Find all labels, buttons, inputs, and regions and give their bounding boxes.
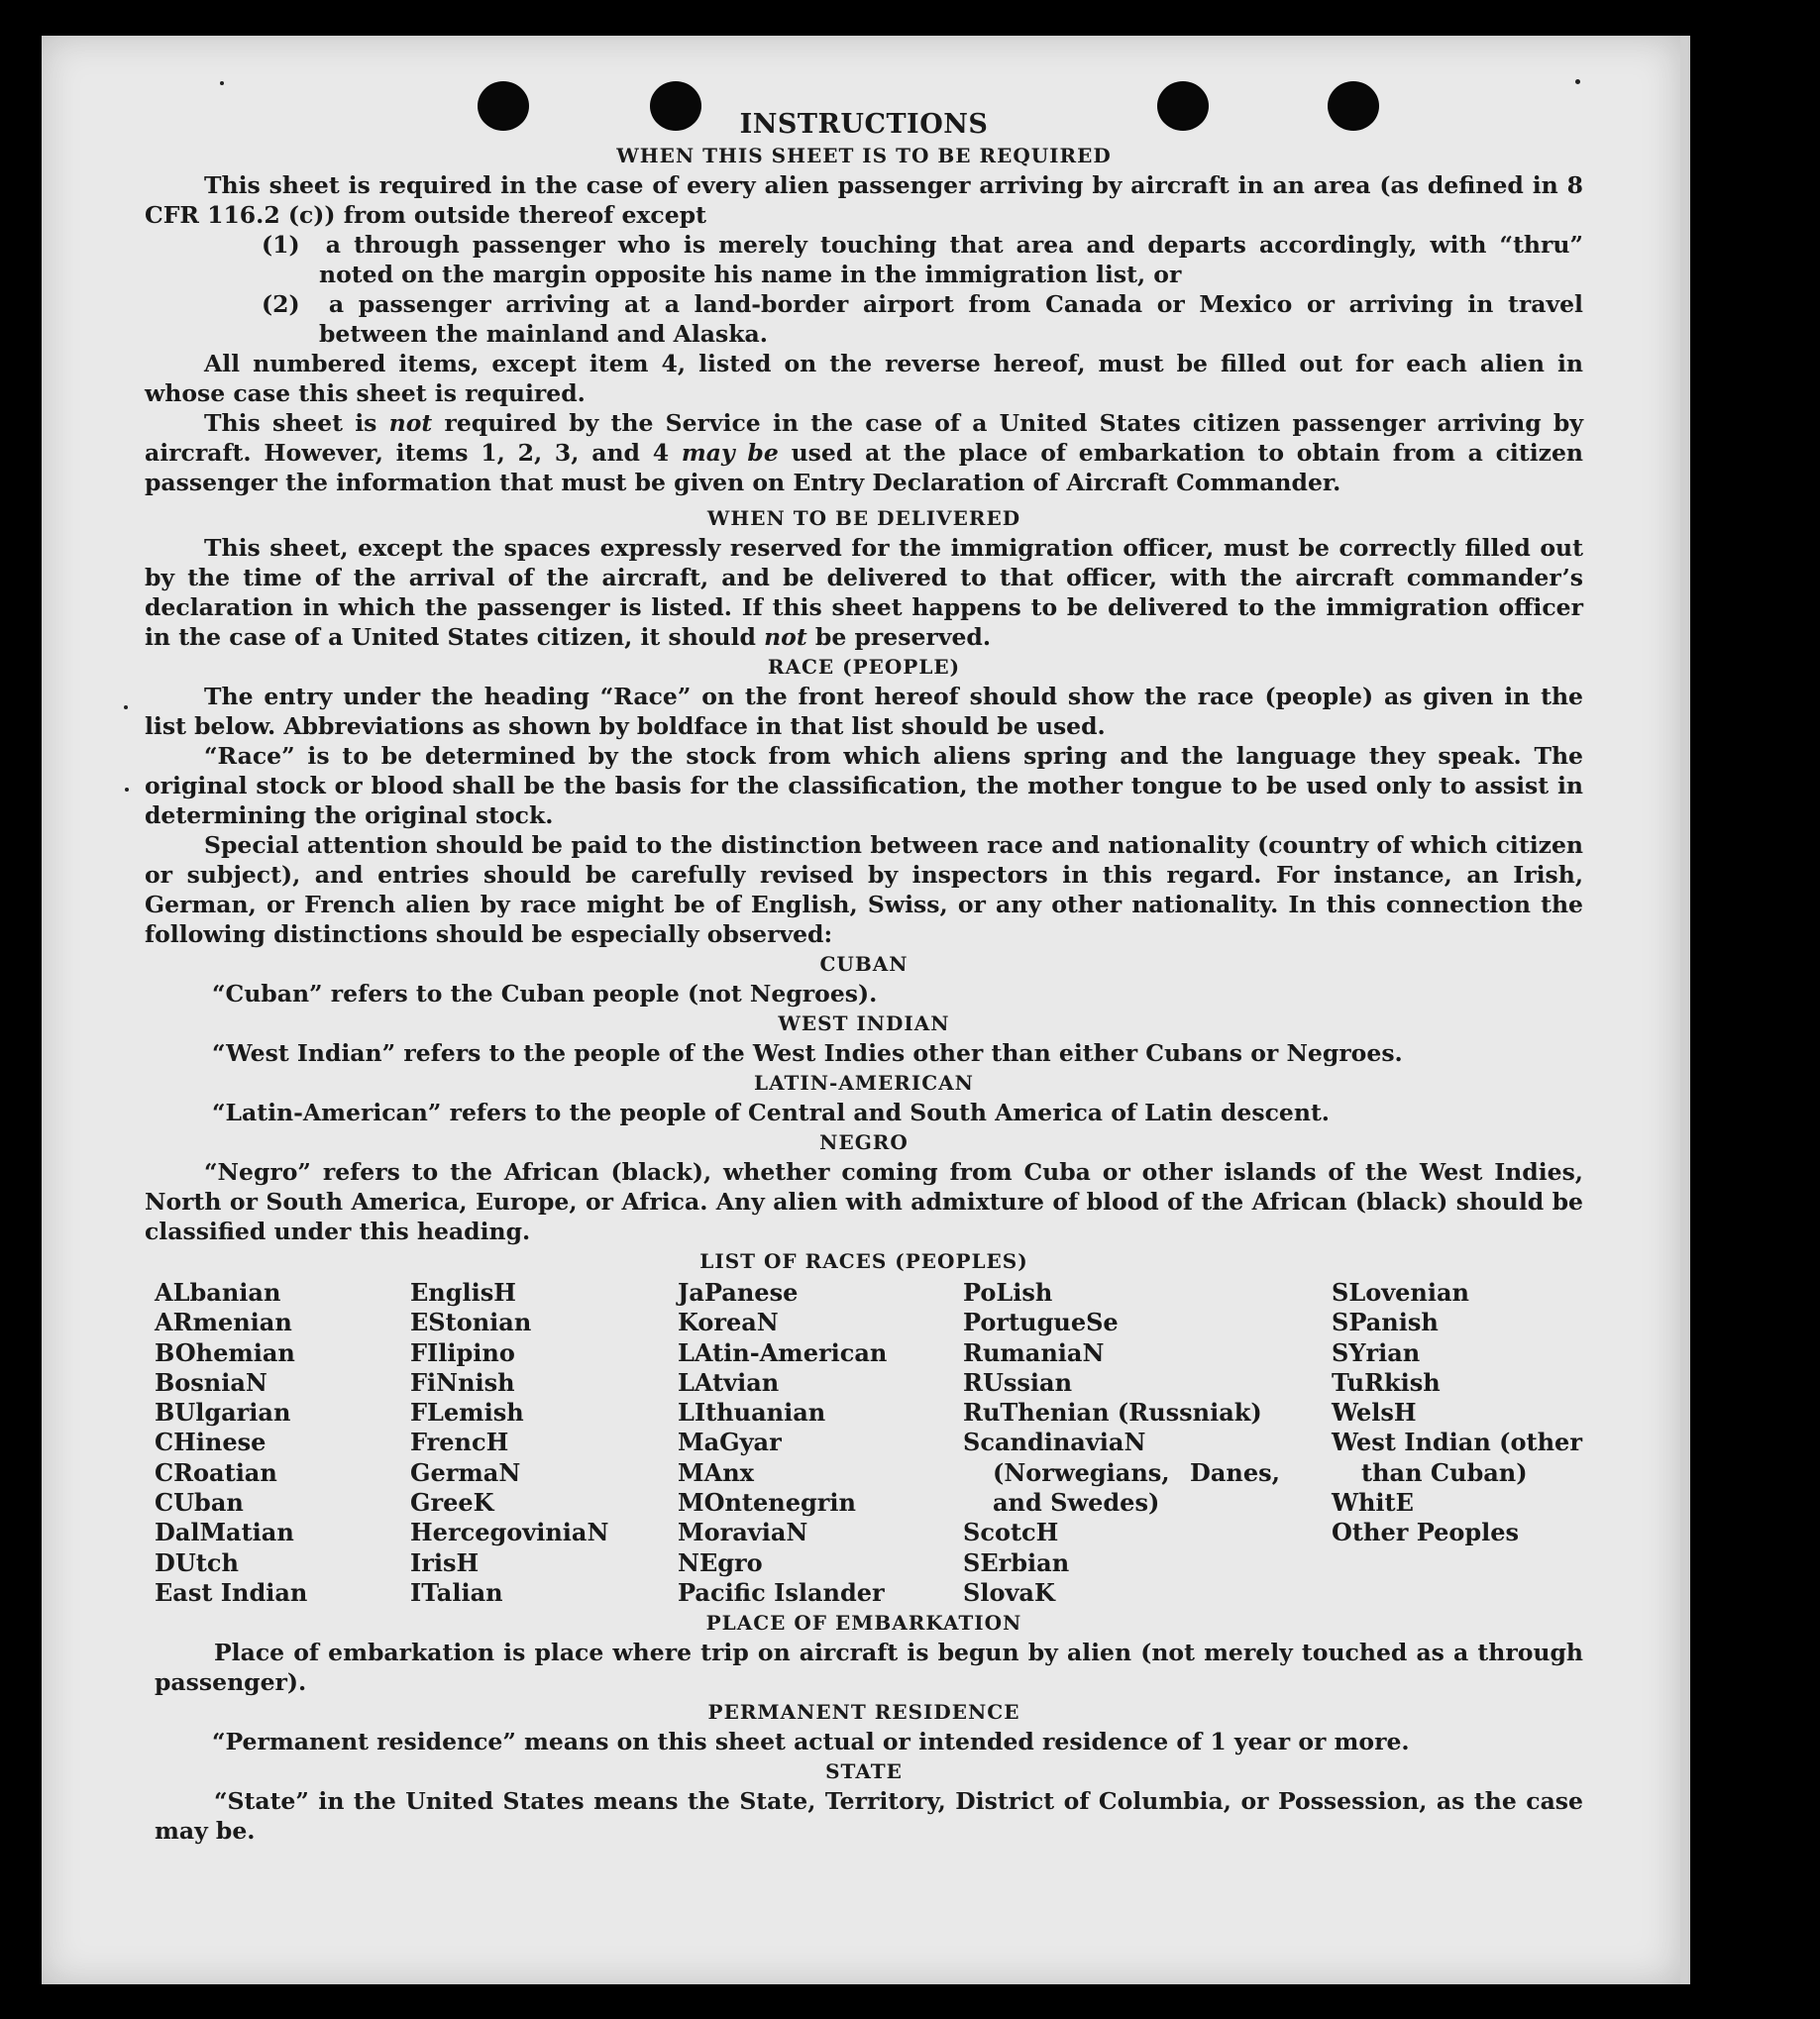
section-heading-delivered: WHEN TO BE DELIVERED bbox=[706, 506, 1021, 530]
race-entry: SPanish bbox=[1332, 1308, 1439, 1337]
race-entry: BosniaN bbox=[155, 1367, 268, 1397]
race-entry: GreeK bbox=[410, 1488, 494, 1518]
race-entry: MAnx bbox=[678, 1457, 754, 1487]
race-entry: FLemish bbox=[410, 1398, 524, 1428]
race-entry: PoLish bbox=[963, 1278, 1053, 1307]
race-paragraph-3: Special attention should be paid to the distinction between race and nationality (country of which citizen or subject), and entries should be carefully revised by inspectors in this regard. For instance, an Irish, German, or French alien by race might be of English, Swiss, or any other nationality. In this connection the following distinctions should be especially observed: bbox=[145, 831, 1583, 948]
race-entry: TuRkish bbox=[1332, 1367, 1441, 1397]
required-intro: This sheet is required in the case of every alien passenger arriving by aircraft in an area (as defined in 8 CFR 116.2 (c)) from outside thereof except bbox=[145, 171, 1583, 229]
instructions-body bbox=[145, 109, 1583, 1846]
race-entry: EStonian bbox=[410, 1308, 532, 1337]
exception-item-2: (2) a passenger arriving at a land-border airport from Canada or Mexico or arriving in travel between the mainland and Alaska. bbox=[262, 290, 1583, 348]
race-entry: FIlipino bbox=[410, 1337, 515, 1367]
race-entry: RuThenian (Russniak) bbox=[963, 1398, 1262, 1428]
race-entry: GermaN bbox=[410, 1457, 521, 1487]
definition-cuban: “Cuban” refers to the Cuban people (not Negroes). bbox=[212, 980, 878, 1008]
race-entry: BOhemian bbox=[155, 1337, 295, 1367]
citizen-paragraph: This sheet is not required by the Service in the case of a United States citizen passenger arriving by aircraft. However, items 1, 2, 3, and 4 may be used at the place of embarkation to obtain from a citizen passenger the information that must be given on Entry Declaration of Aircraft Commander. bbox=[145, 409, 1584, 496]
race-entry: RumaniaN bbox=[963, 1337, 1105, 1367]
heading-cuban: CUBAN bbox=[819, 952, 909, 976]
race-entry: DalMatian bbox=[155, 1518, 294, 1547]
race-entry: ARmenian bbox=[155, 1308, 292, 1337]
race-entry: Pacific Islander bbox=[678, 1577, 885, 1607]
race-entry: NEgro bbox=[678, 1547, 763, 1577]
race-entry: MOntenegrin bbox=[678, 1488, 856, 1518]
races-column bbox=[155, 1278, 410, 1608]
races-column bbox=[963, 1278, 1332, 1608]
race-entry: ITalian bbox=[410, 1577, 503, 1607]
races-list bbox=[155, 1278, 1583, 1608]
race-entry: CHinese bbox=[155, 1428, 267, 1457]
page-title: INSTRUCTIONS bbox=[739, 109, 989, 140]
delivery-paragraph: This sheet, except the spaces expressly reserved for the immigration officer, must be correctly filled out by the time of the arrival of the aircraft, and be delivered to that officer, with the aircraft commander’s declaration in which the passenger is listed. If this sheet happens to be delivered to the immigration officer in the case of a United States citizen, it should not be preserved. bbox=[145, 534, 1583, 651]
race-entry: KoreaN bbox=[678, 1308, 779, 1337]
race-entry: WelsH bbox=[1332, 1398, 1417, 1428]
race-entry: West Indian (other than Cuban) bbox=[1332, 1428, 1582, 1487]
race-entry: Other Peoples bbox=[1332, 1518, 1520, 1547]
race-entry: DUtch bbox=[155, 1547, 239, 1577]
section-heading-required: WHEN THIS SHEET IS TO BE REQUIRED bbox=[616, 144, 1112, 167]
definition-west-indian: “West Indian” refers to the people of the West Indies other than either Cubans or Negroes. bbox=[212, 1039, 1403, 1067]
heading-place-of-embarkation: PLACE OF EMBARKATION bbox=[705, 1611, 1022, 1636]
definition-state: “State” in the United States means the State, Territory, District of Columbia, or Possession, as the case may be. bbox=[155, 1787, 1583, 1846]
race-entry: EnglisH bbox=[410, 1278, 516, 1307]
race-entry: CRoatian bbox=[155, 1457, 277, 1487]
race-paragraph-2: “Race” is to be determined by the stock from which aliens spring and the language they speak. The original stock or blood shall be the basis for the classification, the mother tongue to be used only to assist in determining the original stock. bbox=[145, 742, 1583, 829]
race-entry: SErbian bbox=[963, 1547, 1070, 1577]
race-entry: IrisH bbox=[410, 1547, 480, 1577]
race-entry: SlovaK bbox=[963, 1577, 1055, 1607]
race-entry: ALbanian bbox=[155, 1278, 281, 1307]
race-entry: MoraviaN bbox=[678, 1518, 808, 1547]
race-entry: LIthuanian bbox=[678, 1398, 826, 1428]
race-entry: FrencH bbox=[410, 1428, 509, 1457]
race-entry: East Indian bbox=[155, 1577, 308, 1607]
speck bbox=[220, 81, 224, 85]
races-column bbox=[678, 1278, 963, 1608]
section-heading-race: RACE (PEOPLE) bbox=[767, 655, 961, 679]
race-entry: ScotcH bbox=[963, 1518, 1059, 1547]
heading-negro: NEGRO bbox=[819, 1130, 909, 1154]
race-entry: MaGyar bbox=[678, 1428, 782, 1457]
race-entry: CUban bbox=[155, 1488, 244, 1518]
definition-negro: “Negro” refers to the African (black), whether coming from Cuba or other islands of the West Indies, North or South America, Europe, or Africa. Any alien with admixture of blood of the African (black) should be classified under this heading. bbox=[145, 1158, 1583, 1245]
race-entry: SLovenian bbox=[1332, 1278, 1469, 1307]
speck bbox=[124, 705, 128, 709]
race-paragraph-1: The entry under the heading “Race” on the front hereof should show the race (people) as given in the list below. Abbreviations as shown by boldface in that list should be used. bbox=[145, 683, 1583, 740]
definition-latin-american: “Latin-American” refers to the people of Central and South America of Latin descent. bbox=[212, 1099, 1330, 1126]
race-entry: LAtvian bbox=[678, 1367, 780, 1397]
race-entry: ScandinaviaN (Norwegians, Danes, and Swedes) bbox=[963, 1428, 1280, 1518]
race-entry: JaPanese bbox=[678, 1278, 799, 1307]
speck bbox=[125, 788, 129, 792]
page-edge bbox=[1680, 36, 1690, 1984]
heading-latin-american: LATIN-AMERICAN bbox=[754, 1071, 974, 1095]
heading-west-indian: WEST INDIAN bbox=[778, 1011, 950, 1035]
race-entry: SYrian bbox=[1332, 1337, 1421, 1367]
race-entry: BUlgarian bbox=[155, 1398, 291, 1428]
race-entry: LAtin-American bbox=[678, 1337, 888, 1367]
races-column bbox=[410, 1278, 678, 1608]
race-entry: PortugueSe bbox=[963, 1308, 1119, 1337]
numbered-items-paragraph: All numbered items, except item 4, listed on the reverse hereof, must be filled out for each alien in whose case this sheet is required. bbox=[145, 350, 1583, 407]
race-entry: FiNnish bbox=[410, 1367, 515, 1397]
definition-embarkation: Place of embarkation is place where trip on aircraft is begun by alien (not merely touched as a through passenger). bbox=[155, 1639, 1583, 1697]
heading-list-of-races: LIST OF RACES (PEOPLES) bbox=[699, 1249, 1028, 1273]
heading-state: STATE bbox=[825, 1759, 903, 1784]
speck bbox=[1575, 79, 1580, 84]
race-entry: HercegoviniaN bbox=[410, 1518, 609, 1547]
races-column bbox=[1332, 1278, 1609, 1608]
race-entry: WhitE bbox=[1332, 1488, 1414, 1518]
race-entry: RUssian bbox=[963, 1367, 1073, 1397]
heading-permanent-residence: PERMANENT RESIDENCE bbox=[707, 1700, 1020, 1725]
exception-item-1: (1) a through passenger who is merely touching that area and departs accordingly, with “thru” noted on the margin opposite his name in the immigration list, or bbox=[262, 231, 1584, 288]
definition-residence: “Permanent residence” means on this sheet actual or intended residence of 1 year or more. bbox=[212, 1728, 1410, 1756]
